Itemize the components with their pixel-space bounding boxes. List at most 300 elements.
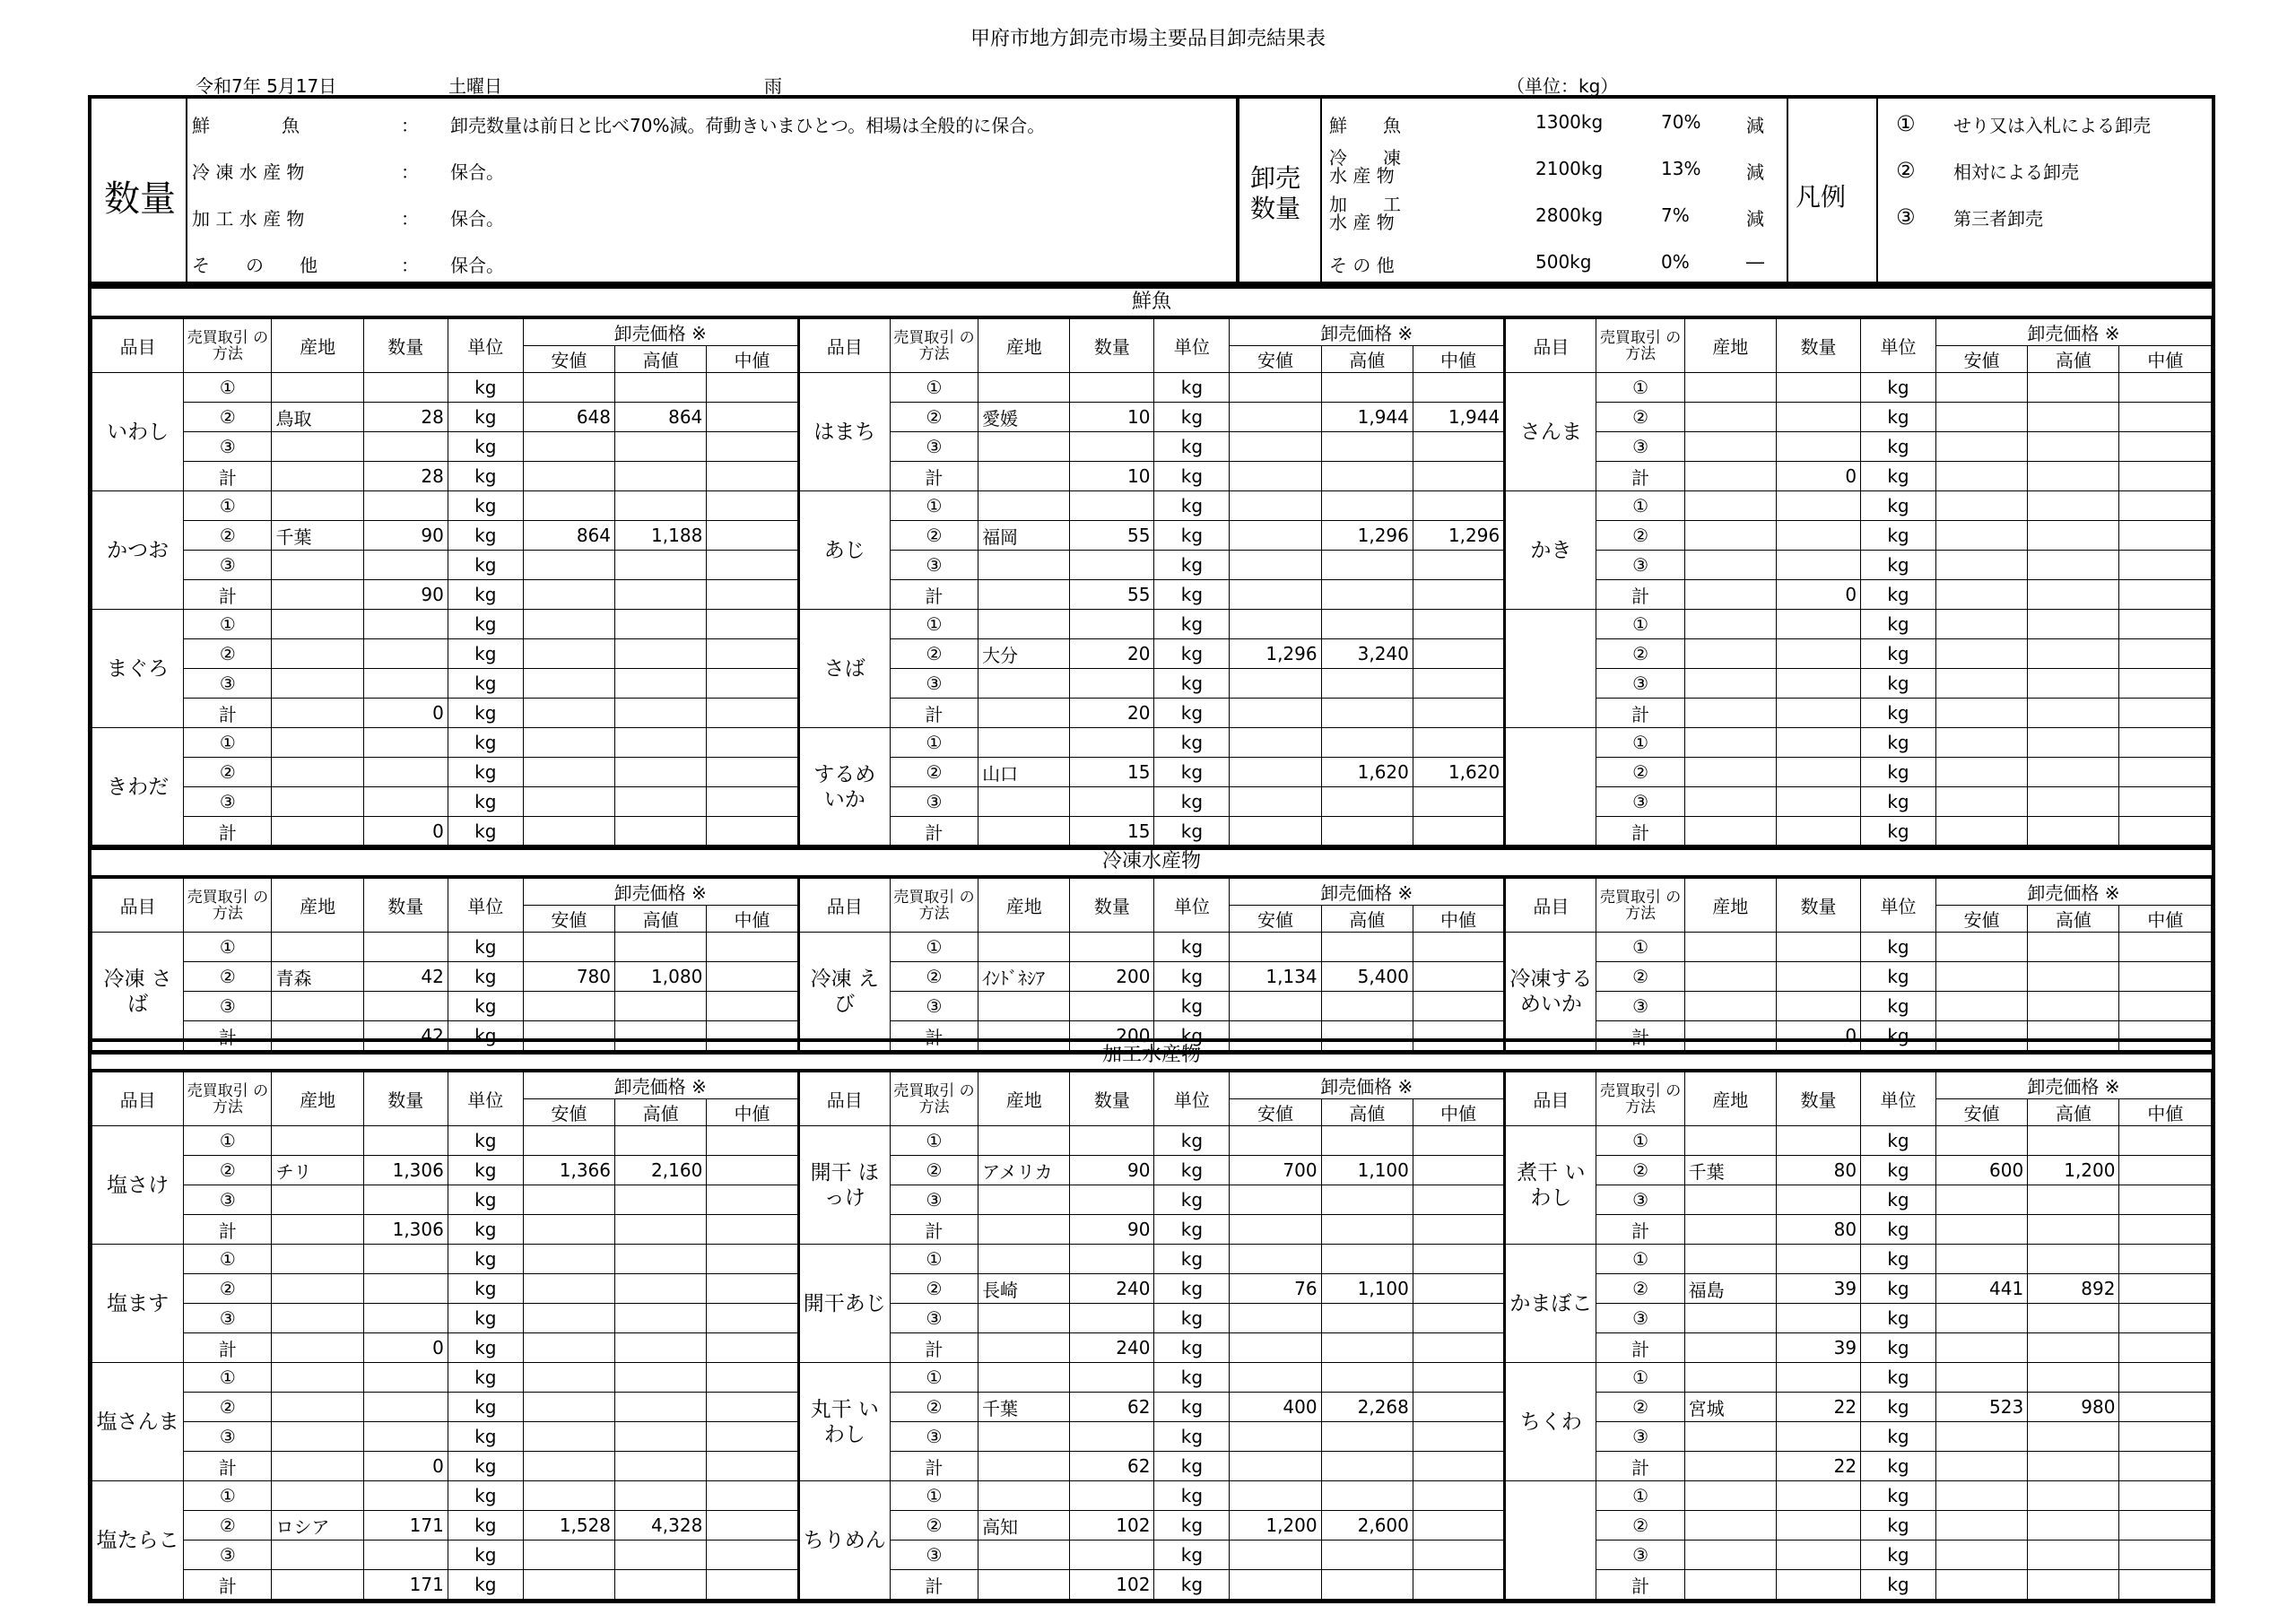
table-row	[92, 1274, 2212, 1304]
comment-text: 保合。	[450, 208, 504, 230]
low-price	[1935, 521, 2027, 551]
high-price	[615, 1393, 707, 1422]
method-mark: 計	[890, 1021, 978, 1051]
origin	[1684, 639, 1776, 669]
item-header: 品目	[798, 1072, 890, 1126]
low-price: 441	[1935, 1274, 2027, 1304]
item-name	[1505, 728, 1596, 846]
method-mark: ①	[184, 373, 272, 403]
quantity: 15	[1070, 758, 1154, 787]
quantity: 200	[1070, 962, 1154, 992]
qty-header: 数量	[363, 1072, 448, 1126]
qty-header: 数量	[363, 879, 448, 933]
unit: kg	[1154, 1215, 1230, 1245]
table-row	[92, 962, 2212, 992]
unit: kg	[1861, 1156, 1936, 1185]
quantity: 42	[363, 962, 448, 992]
unit: kg	[1861, 728, 1936, 758]
unit: kg	[1154, 580, 1230, 610]
unit: kg	[1861, 1304, 1936, 1333]
unit: kg	[1861, 1511, 1936, 1541]
method-mark: 計	[184, 1021, 272, 1051]
low-price: 864	[523, 521, 614, 551]
mid-header: 中値	[707, 906, 798, 933]
total-quantity: 42	[363, 1021, 448, 1051]
unit: kg	[1861, 1422, 1936, 1452]
mid-price	[707, 403, 798, 432]
quantity	[1776, 403, 1860, 432]
mid-price	[2119, 1511, 2212, 1541]
summary-box: 数量 鮮 魚 ： 卸売数量は前日と比べ70%減。荷動きいまひとつ。相場は全般的に保合。 冷 凍 水 産 物 ： 保合。 加 工 水 産 物 ： 保合。 そ の 他 ： 保合。 卸売数量 鮮 魚 1300kg 70% 減 冷 凍 水 産 物 2100kg 13% 減 加 工 水 産 物 2800kg 7% 減 そ の 他 500kg 0% ― 凡例 ① せり又は入札による卸売 ② 相対による卸売 ③ 第三者卸売	[88, 95, 2215, 285]
method-mark: ①	[890, 1126, 978, 1156]
item-name: はまち	[798, 373, 890, 491]
unit: kg	[1154, 669, 1230, 699]
high-price: 1,188	[615, 521, 707, 551]
origin: 千葉	[1684, 1156, 1776, 1185]
item-header: 品目	[1505, 879, 1596, 933]
unit-header: 単位	[1861, 1072, 1936, 1126]
origin	[1684, 962, 1776, 992]
report-date: 令和7年 5月17日	[196, 75, 337, 97]
comment-text: 保合。	[450, 161, 504, 183]
price-header: 卸売価格 ※	[1230, 319, 1505, 346]
unit: kg	[448, 787, 523, 817]
method-mark: ③	[184, 1422, 272, 1452]
mid-price	[1413, 1156, 1504, 1185]
unit: kg	[1861, 1481, 1936, 1511]
volume-qty: 2800kg	[1535, 204, 1604, 226]
item-header: 品目	[92, 319, 184, 373]
table-row	[92, 462, 2212, 491]
total-quantity: 22	[1776, 1452, 1860, 1481]
method-mark: ①	[890, 728, 978, 758]
method-header: 売買取引 の方法	[184, 1072, 272, 1126]
item-name: ちくわ	[1505, 1363, 1596, 1481]
method-mark: ①	[890, 1363, 978, 1393]
table-row	[92, 992, 2212, 1021]
unit: kg	[448, 1274, 523, 1304]
total-quantity: 1,306	[363, 1215, 448, 1245]
mid-price	[1413, 639, 1504, 669]
total-quantity: 39	[1776, 1333, 1860, 1363]
origin	[272, 1393, 363, 1422]
unit: kg	[1154, 403, 1230, 432]
high-price: 1,620	[1321, 758, 1413, 787]
section-processed-seafood	[88, 1038, 2215, 1603]
table-row	[92, 1333, 2212, 1363]
unit-header: 単位	[448, 879, 523, 933]
qty-header: 数量	[1070, 1072, 1154, 1126]
mid-price	[707, 1511, 798, 1541]
method-mark: ②	[184, 962, 272, 992]
method-mark: ②	[890, 962, 978, 992]
volume-dir: ―	[1746, 251, 1764, 273]
method-mark: ①	[1596, 1245, 1684, 1274]
table-row	[92, 933, 2212, 962]
unit: kg	[1861, 962, 1936, 992]
unit: kg	[1861, 639, 1936, 669]
summary-label: 数量	[104, 178, 176, 220]
method-mark: ②	[1596, 521, 1684, 551]
volume-category: そ の 他	[1329, 255, 1395, 276]
mid-header: 中値	[1413, 1099, 1504, 1126]
volume-category: 冷 凍 水 産 物	[1329, 147, 1401, 187]
section-title: 鮮魚	[91, 289, 2212, 318]
unit: kg	[1154, 992, 1230, 1021]
table-header	[92, 1072, 2212, 1099]
method-header: 売買取引 の方法	[890, 879, 978, 933]
unit: kg	[448, 933, 523, 962]
total-quantity: 0	[363, 699, 448, 728]
item-name: さば	[798, 610, 890, 728]
method-mark: 計	[890, 699, 978, 728]
table-row	[92, 1304, 2212, 1333]
origin	[272, 1274, 363, 1304]
legend-text: 相対による卸売	[1953, 161, 2079, 183]
low-price	[1935, 403, 2027, 432]
section-frozen-seafood	[88, 845, 2215, 1055]
price-header: 卸売価格 ※	[523, 1072, 798, 1099]
mid-header: 中値	[707, 1099, 798, 1126]
unit: kg	[448, 1333, 523, 1363]
low-price	[1935, 758, 2027, 787]
method-mark: 計	[184, 1333, 272, 1363]
origin-header: 産地	[272, 879, 363, 933]
unit-note: （単位：kg）	[1507, 75, 1619, 97]
mid-price: 1,296	[1413, 521, 1504, 551]
mid-price	[707, 521, 798, 551]
mid-header: 中値	[1413, 346, 1504, 373]
quantity: 55	[1070, 521, 1154, 551]
method-mark: ③	[890, 992, 978, 1021]
unit: kg	[448, 580, 523, 610]
legend-text: 第三者卸売	[1953, 208, 2043, 230]
method-mark: ①	[184, 1245, 272, 1274]
origin: 青森	[272, 962, 363, 992]
origin: 高知	[978, 1511, 1070, 1541]
method-mark: 計	[890, 1452, 978, 1481]
unit: kg	[1154, 551, 1230, 580]
low-price	[1230, 521, 1321, 551]
origin	[1684, 521, 1776, 551]
volume-qty: 500kg	[1535, 251, 1592, 273]
high-price	[2028, 403, 2119, 432]
item-name	[1505, 1481, 1596, 1600]
low-price	[523, 1393, 614, 1422]
quantity	[1776, 758, 1860, 787]
unit: kg	[448, 1570, 523, 1600]
total-quantity: 90	[1070, 1215, 1154, 1245]
item-name: 塩ます	[92, 1245, 184, 1363]
unit: kg	[1154, 491, 1230, 521]
method-mark: ①	[184, 728, 272, 758]
origin: 長崎	[978, 1274, 1070, 1304]
mid-header: 中値	[707, 346, 798, 373]
method-mark: ③	[890, 1541, 978, 1570]
unit: kg	[1154, 1185, 1230, 1215]
total-quantity: 20	[1070, 699, 1154, 728]
unit: kg	[1154, 1333, 1230, 1363]
method-mark: 計	[890, 462, 978, 491]
high-price: 1,200	[2028, 1156, 2119, 1185]
unit: kg	[448, 610, 523, 639]
low-price	[523, 639, 614, 669]
unit: kg	[1154, 462, 1230, 491]
volume-dir: 減	[1746, 115, 1764, 136]
unit: kg	[448, 1393, 523, 1422]
quantity: 39	[1776, 1274, 1860, 1304]
unit: kg	[1861, 699, 1936, 728]
total-quantity: 0	[363, 1452, 448, 1481]
mid-price	[707, 1393, 798, 1422]
origin: 福島	[1684, 1274, 1776, 1304]
origin: 山口	[978, 758, 1070, 787]
high-price: 5,400	[1321, 962, 1413, 992]
origin	[272, 758, 363, 787]
price-header: 卸売価格 ※	[523, 319, 798, 346]
quantity	[1776, 639, 1860, 669]
unit: kg	[448, 1215, 523, 1245]
unit-header: 単位	[1861, 319, 1936, 373]
table-row	[92, 1452, 2212, 1481]
method-mark: ②	[184, 1393, 272, 1422]
mid-price	[707, 639, 798, 669]
quantity	[363, 1274, 448, 1304]
unit: kg	[1154, 1452, 1230, 1481]
method-mark: ②	[184, 521, 272, 551]
method-mark: ②	[890, 403, 978, 432]
quantity: 90	[1070, 1156, 1154, 1185]
unit: kg	[1861, 787, 1936, 817]
origin: 千葉	[272, 521, 363, 551]
unit-header: 単位	[1154, 1072, 1230, 1126]
method-mark: 計	[184, 462, 272, 491]
total-quantity	[1776, 1570, 1860, 1600]
table-row	[92, 1393, 2212, 1422]
unit: kg	[1154, 817, 1230, 846]
item-name: 丸干 いわし	[798, 1363, 890, 1481]
qty-header: 数量	[1776, 1072, 1860, 1126]
item-name: 冷凍する めいか	[1505, 933, 1596, 1051]
method-mark: ①	[890, 1245, 978, 1274]
unit: kg	[448, 1511, 523, 1541]
origin	[1684, 1511, 1776, 1541]
unit: kg	[1154, 1422, 1230, 1452]
mid-price	[2119, 639, 2212, 669]
mid-price	[707, 1156, 798, 1185]
method-mark: 計	[184, 1215, 272, 1245]
unit: kg	[448, 1452, 523, 1481]
method-mark: ①	[890, 610, 978, 639]
unit: kg	[1861, 432, 1936, 462]
price-header: 卸売価格 ※	[1935, 1072, 2211, 1099]
method-mark: ②	[1596, 1393, 1684, 1422]
unit: kg	[448, 639, 523, 669]
item-name: 開干あじ	[798, 1245, 890, 1363]
method-mark: ①	[1596, 1363, 1684, 1393]
item-name: ちりめん	[798, 1481, 890, 1600]
unit: kg	[448, 432, 523, 462]
total-quantity: 28	[363, 462, 448, 491]
unit: kg	[448, 699, 523, 728]
origin: 宮城	[1684, 1393, 1776, 1422]
low-price: 648	[523, 403, 614, 432]
total-quantity: 171	[363, 1570, 448, 1600]
origin: 愛媛	[978, 403, 1070, 432]
quantity: 28	[363, 403, 448, 432]
unit: kg	[1861, 1333, 1936, 1363]
unit: kg	[1861, 992, 1936, 1021]
quantity	[1776, 521, 1860, 551]
method-mark: ③	[1596, 1304, 1684, 1333]
table-row	[92, 403, 2212, 432]
method-mark: ③	[890, 787, 978, 817]
method-mark: ③	[1596, 432, 1684, 462]
section-title: 加工水産物	[91, 1042, 2212, 1072]
unit-header: 単位	[1154, 879, 1230, 933]
method-mark: 計	[1596, 580, 1684, 610]
method-mark: ③	[1596, 1422, 1684, 1452]
origin-header: 産地	[272, 319, 363, 373]
method-mark: 計	[890, 1570, 978, 1600]
price-table	[91, 1072, 2212, 1600]
high-price	[2028, 962, 2119, 992]
comment-text: 卸売数量は前日と比べ70%減。荷動きいまひとつ。相場は全般的に保合。	[450, 115, 1046, 136]
unit: kg	[1861, 933, 1936, 962]
method-mark: 計	[890, 817, 978, 846]
unit: kg	[1861, 817, 1936, 846]
unit: kg	[1154, 1126, 1230, 1156]
mid-header: 中値	[2119, 1099, 2212, 1126]
low-header: 安値	[523, 906, 614, 933]
high-price: 2,600	[1321, 1511, 1413, 1541]
unit: kg	[448, 1021, 523, 1051]
unit: kg	[448, 992, 523, 1021]
origin-header: 産地	[1684, 879, 1776, 933]
table-row	[92, 373, 2212, 403]
quantity: 102	[1070, 1511, 1154, 1541]
quantity: 10	[1070, 403, 1154, 432]
method-mark: 計	[184, 1570, 272, 1600]
table-row	[92, 432, 2212, 462]
method-mark: ①	[1596, 491, 1684, 521]
method-mark: 計	[1596, 1215, 1684, 1245]
table-row	[92, 1481, 2212, 1511]
quantity	[1776, 1511, 1860, 1541]
total-quantity: 200	[1070, 1021, 1154, 1051]
method-mark: 計	[1596, 1570, 1684, 1600]
mid-price	[707, 758, 798, 787]
origin: 千葉	[978, 1393, 1070, 1422]
total-quantity: 10	[1070, 462, 1154, 491]
method-header: 売買取引 の方法	[184, 879, 272, 933]
method-header: 売買取引 の方法	[1596, 319, 1684, 373]
high-price	[615, 1274, 707, 1304]
unit: kg	[448, 1363, 523, 1393]
qty-header: 数量	[1776, 879, 1860, 933]
mid-header: 中値	[2119, 346, 2212, 373]
low-header: 安値	[523, 1099, 614, 1126]
volume-dir: 減	[1746, 161, 1764, 183]
volume-pct: 13%	[1661, 158, 1701, 179]
quantity	[363, 758, 448, 787]
method-mark: ③	[184, 992, 272, 1021]
mid-header: 中値	[1413, 906, 1504, 933]
volume-pct: 0%	[1661, 251, 1690, 273]
method-mark: ③	[184, 1185, 272, 1215]
method-mark: ③	[890, 1422, 978, 1452]
high-price: 1,080	[615, 962, 707, 992]
method-mark: ②	[890, 521, 978, 551]
unit: kg	[1861, 1185, 1936, 1215]
mid-price	[1413, 962, 1504, 992]
low-header: 安値	[1935, 1099, 2027, 1126]
quantity: 1,306	[363, 1156, 448, 1185]
unit-header: 単位	[448, 319, 523, 373]
unit: kg	[1861, 610, 1936, 639]
unit: kg	[1861, 1245, 1936, 1274]
quantity: 80	[1776, 1156, 1860, 1185]
total-quantity: 15	[1070, 817, 1154, 846]
unit: kg	[1154, 1363, 1230, 1393]
section-fresh-fish	[88, 285, 2215, 850]
quantity: 20	[1070, 639, 1154, 669]
unit: kg	[448, 758, 523, 787]
price-header: 卸売価格 ※	[1935, 319, 2211, 346]
unit: kg	[448, 1481, 523, 1511]
table-row	[92, 758, 2212, 787]
high-header: 高値	[1321, 906, 1413, 933]
volume-qty: 2100kg	[1535, 158, 1604, 179]
unit: kg	[1861, 1570, 1936, 1600]
low-price: 76	[1230, 1274, 1321, 1304]
high-price: 892	[2028, 1274, 2119, 1304]
total-quantity: 0	[1776, 462, 1860, 491]
method-mark: ③	[890, 432, 978, 462]
table-row	[92, 491, 2212, 521]
method-mark: ①	[184, 491, 272, 521]
low-price: 780	[523, 962, 614, 992]
volume-label: 卸売数量	[1250, 163, 1301, 223]
low-price: 1,200	[1230, 1511, 1321, 1541]
low-header: 安値	[523, 346, 614, 373]
unit: kg	[1861, 1393, 1936, 1422]
unit: kg	[1154, 787, 1230, 817]
method-mark: ②	[890, 758, 978, 787]
method-mark: ③	[890, 1304, 978, 1333]
method-mark: ③	[1596, 1185, 1684, 1215]
method-header: 売買取引 の方法	[184, 319, 272, 373]
mid-price: 1,620	[1413, 758, 1504, 787]
unit: kg	[448, 1422, 523, 1452]
method-mark: ②	[1596, 403, 1684, 432]
unit: kg	[1154, 1511, 1230, 1541]
method-mark: 計	[1596, 462, 1684, 491]
unit: kg	[1154, 521, 1230, 551]
unit: kg	[1154, 373, 1230, 403]
unit: kg	[1154, 1541, 1230, 1570]
weather: 雨	[764, 75, 782, 97]
comment-category: 鮮 魚	[192, 115, 300, 136]
item-name: するめ いか	[798, 728, 890, 846]
item-header: 品目	[798, 879, 890, 933]
method-mark: ①	[184, 933, 272, 962]
table-header	[92, 879, 2212, 906]
unit: kg	[1154, 1570, 1230, 1600]
unit: kg	[1861, 1215, 1936, 1245]
unit: kg	[1861, 521, 1936, 551]
origin-header: 産地	[978, 1072, 1070, 1126]
